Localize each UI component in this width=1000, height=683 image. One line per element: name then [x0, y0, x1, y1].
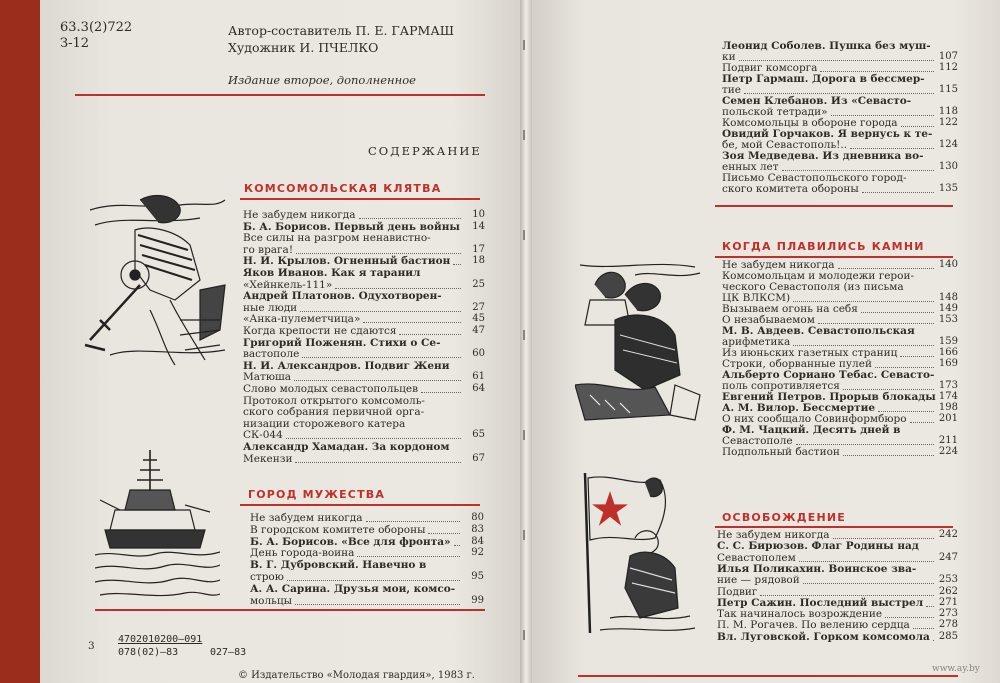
binding-stitch	[523, 530, 525, 540]
toc-leader-dots	[885, 617, 934, 618]
footer-rule	[578, 675, 958, 677]
toc-page-number: 174	[938, 391, 958, 402]
toc-entry-text: Так начиналось возрождение	[717, 608, 883, 621]
toc-entry-text: ского комитета обороны	[722, 183, 859, 195]
toc-page-number: 173	[938, 380, 958, 391]
toc-page-number: 124	[938, 139, 958, 150]
book-spine	[520, 0, 532, 683]
toc-leader-dots	[357, 556, 460, 557]
toc-page-number: 17	[472, 243, 485, 255]
toc-entry-text: Севастополем	[717, 551, 796, 564]
section-rule	[240, 198, 480, 200]
toc-page-number: 18	[472, 255, 485, 267]
toc-page-number: 166	[938, 347, 958, 358]
toc-entry-text: Б. А. Борисов. Первый день войны	[243, 220, 460, 233]
toc-leader-dots	[803, 583, 934, 584]
toc-entry-text: строю	[250, 571, 284, 583]
toc-page-number: 201	[938, 413, 958, 424]
footer-rule	[95, 609, 485, 611]
toc-page-number: 92	[471, 547, 484, 559]
header-rule	[75, 94, 485, 96]
section-rule	[240, 504, 480, 506]
toc-entry-text: низации сторожевого катера	[243, 417, 406, 430]
toc-entry-text: Не забудем никогда	[250, 512, 363, 524]
toc-page-number: 278	[938, 619, 958, 631]
toc-entry-text: А. А. Сарина. Друзья мои, комсо-	[250, 582, 456, 595]
toc-page-number: 211	[938, 435, 958, 446]
toc-entry-text: ского собрания первичной орга-	[243, 406, 425, 419]
toc-leader-dots	[287, 580, 460, 581]
toc-leader-dots	[366, 521, 461, 522]
toc-entry-text: польской тетради»	[722, 106, 828, 118]
binding-stitch	[523, 630, 525, 640]
binding-stitch	[523, 130, 525, 140]
toc-entry-text: Н. И. Александров. Подвиг Жени	[243, 359, 450, 372]
toc-leader-dots	[302, 357, 461, 358]
toc-page-number: 247	[938, 551, 958, 563]
soldiers-illustration	[575, 255, 705, 425]
toc-leader-dots	[843, 389, 934, 390]
toc-entry-text: М. В. Авдеев. Севастопольская	[722, 325, 915, 337]
toc-entry-text: Альберто Сориано Тебас. Севасто-	[722, 369, 935, 381]
toc-entry-text: Григорий Поженян. Стихи о Се-	[243, 336, 441, 349]
toc-page-number: 148	[938, 292, 958, 303]
toc-entry-text: Строки, оборванные пулей	[722, 358, 872, 370]
binding-stitch	[523, 230, 525, 240]
toc-entry-text: енных лет	[722, 161, 779, 173]
toc-entry-text: А. М. Вилор. Бессмертие	[722, 402, 876, 414]
toc-entry-text: Не забудем никогда	[717, 529, 830, 541]
toc-entry-text: Вызываем огонь на себя	[722, 303, 858, 315]
watermark: www.ay.by	[932, 664, 980, 674]
toc-entry-text: Б. А. Борисов. «Все для фронта»	[250, 535, 451, 548]
toc-entry-text: Протокол открытого комсомоль-	[243, 394, 425, 407]
toc-page-number: 60	[472, 348, 485, 360]
toc-leader-dots	[294, 380, 461, 381]
toc-leader-dots	[831, 115, 934, 116]
toc-leader-dots	[799, 561, 934, 562]
toc-leader-dots	[838, 268, 935, 269]
toc-entry-text: Ф. М. Чацкий. Десять дней в	[722, 424, 901, 436]
toc-entry-text: Не забудем никогда	[722, 259, 835, 271]
toc-entry-text: О незабываемом	[722, 314, 815, 326]
isbn-denominator: 078(02)—83	[118, 647, 179, 658]
toc-entry-text: Петр Сажин. Последний выстрел	[717, 596, 924, 609]
toc-leader-dots	[744, 93, 934, 94]
toc-page-number: 159	[938, 336, 958, 347]
toc-page-number: 224	[938, 446, 958, 457]
toc-entry-text: СК-044	[243, 429, 283, 442]
toc-entry-text: го врага!	[243, 243, 294, 256]
section-heading: КОГДА ПЛАВИЛИСЬ КАМНИ	[722, 240, 925, 253]
page-number: 3	[88, 640, 95, 652]
toc-page-number: 45	[472, 313, 485, 325]
toc-page-number: 80	[471, 512, 484, 523]
toc-page-number: 83	[471, 523, 484, 535]
toc-page-number: 273	[938, 608, 958, 620]
section-heading: КОМСОМОЛЬСКАЯ КЛЯТВА	[244, 182, 442, 195]
toc-entry-text: Слово молодых севастопольцев	[243, 383, 419, 395]
toc-leader-dots	[782, 170, 934, 171]
toc-entry-text: Евгений Петров. Прорыв блокады	[722, 391, 936, 403]
toc-leader-dots	[793, 301, 934, 302]
toc-entry-text: Подвиг комсорга	[722, 62, 818, 74]
toc-entry-text: Из июньских газетных страниц	[722, 347, 898, 359]
toc-page-number: 153	[938, 314, 958, 325]
toc-entry-text: С. С. Бирюзов. Флаг Родины над	[717, 540, 919, 553]
toc-entry-text: ние — рядовой	[717, 574, 800, 587]
toc-page-number: 149	[938, 303, 958, 314]
toc-entry-text: «Анка-пулеметчица»	[243, 313, 361, 326]
section-rule	[715, 205, 953, 207]
toc-entry-text: тие	[722, 84, 742, 96]
toc-leader-dots	[363, 322, 461, 323]
edition-line: Издание второе, дополненное	[228, 73, 416, 87]
toc-leader-dots	[300, 311, 461, 312]
toc-page-number: 25	[472, 278, 485, 290]
toc-leader-dots	[818, 323, 934, 324]
toc-entry-text: Подвиг	[717, 585, 758, 598]
toc-page-number: 271	[938, 596, 958, 608]
toc-entry-text: ные люди	[243, 301, 298, 314]
section-heading: ГОРОД МУЖЕСТВА	[248, 488, 386, 501]
toc-entry-text: Семен Клебанов. Из «Севасто-	[722, 95, 912, 107]
toc-leader-dots	[295, 462, 461, 463]
toc-entry-text: В. Г. Дубровский. Навечно в	[250, 559, 427, 572]
toc-entry-text: бе, мой Севастополь!..	[722, 139, 848, 151]
toc-entry-text: О них сообщало Совинформбюро	[722, 413, 907, 425]
toc-page-number: 14	[472, 220, 485, 232]
toc-leader-dots	[820, 71, 934, 72]
toc-entry-text: ческого Севастополя (из письма	[722, 281, 904, 293]
toc-leader-dots	[878, 411, 934, 412]
toc-entry-text: мольцы	[250, 594, 292, 607]
toc-entry-text: Илья Поликахин. Воинское зва-	[717, 562, 917, 575]
toc-page-number: 262	[938, 585, 958, 597]
toc-entry-text: «Хейнкель-111»	[243, 278, 333, 291]
toc-leader-dots	[862, 192, 934, 193]
toc-page-number: 169	[938, 358, 958, 369]
toc-leader-dots	[296, 253, 461, 254]
section-rule	[715, 526, 953, 528]
toc-page-number: 118	[938, 106, 958, 117]
toc-entry-text: Комсомольцы в обороне города	[722, 117, 898, 129]
binding-stitch	[523, 430, 525, 440]
toc-entry-text: ки	[722, 51, 736, 63]
toc-page-number: 65	[472, 429, 485, 441]
toc-page-number: 64	[472, 383, 485, 394]
toc-page-number: 99	[471, 594, 484, 606]
toc-entry-text: П. М. Рогачев. По велению сердца	[717, 619, 910, 632]
toc-page-number: 112	[938, 62, 958, 73]
toc-page-number: 107	[938, 51, 958, 62]
toc-leader-dots	[335, 288, 461, 289]
toc-leader-dots	[843, 455, 934, 456]
toc-entry-text: Матюша	[243, 371, 291, 384]
toc-page-number: 130	[938, 161, 958, 172]
toc-leader-dots	[793, 345, 934, 346]
copyright-line: © Издательство «Молодая гвардия», 1983 г.	[238, 670, 475, 681]
toc-entry-text: Н. И. Крылов. Огненный бастион	[243, 255, 451, 268]
toc-entry-text: вастополе	[243, 348, 300, 361]
toc-entry-text: Комсомольцам и молодежи герои-	[722, 270, 915, 282]
toc-entry-text: День города-воина	[250, 547, 355, 560]
warship-illustration	[95, 440, 220, 605]
toc-page-number: 135	[938, 183, 958, 194]
toc-page-number: 140	[938, 259, 958, 270]
toc-page-number: 27	[472, 301, 485, 313]
isbn-suffix: 027—83	[210, 647, 247, 658]
toc-page-number: 61	[472, 371, 485, 383]
library-code: 63.3(2)722	[60, 20, 133, 35]
toc-entry-text: Когда крепости не сдаются	[243, 325, 397, 337]
toc-leader-dots	[850, 148, 934, 149]
toc-page-number: 253	[938, 574, 958, 586]
toc-entry-text: В городском комитете обороны	[250, 523, 426, 536]
toc-page-number: 285	[938, 630, 958, 642]
toc-leader-dots	[861, 312, 934, 313]
toc-page-number: 198	[938, 402, 958, 413]
binding-stitch	[523, 40, 525, 50]
machine-gunner-illustration	[80, 190, 230, 370]
toc-leader-dots	[739, 60, 934, 61]
toc-page-number: 84	[471, 535, 484, 547]
toc-entry-text: Петр Гармаш. Дорога в бессмер-	[722, 73, 925, 85]
toc-leader-dots	[833, 538, 935, 539]
toc-entry-text: Подпольный бастион	[722, 446, 840, 458]
isbn-numerator: 4702010200—091	[118, 634, 203, 645]
flag-soldier-illustration	[580, 468, 695, 638]
toc-leader-dots	[399, 334, 461, 335]
toc-entry-text: Письмо Севастопольского город-	[722, 172, 907, 184]
toc-entry-text: поль сопротивляется	[722, 380, 840, 392]
toc-entry-text: Яков Иванов. Как я таранил	[243, 267, 421, 279]
toc-entry-text: Леонид Соболев. Пушка без муш-	[722, 40, 931, 52]
toc-entry-text: Севастополе	[722, 435, 793, 447]
toc-page-number: 242	[938, 529, 958, 540]
author-code: З-12	[60, 36, 90, 51]
author-line: Автор-составитель П. Е. ГАРМАШ	[228, 23, 455, 38]
toc-entry-text: Мекензи	[243, 452, 293, 465]
toc-page-number: 67	[472, 452, 485, 464]
toc-leader-dots	[760, 595, 934, 596]
section-rule	[715, 256, 953, 258]
toc-page-number: 10	[472, 209, 485, 220]
toc-page-number: 115	[938, 84, 958, 95]
toc-leader-dots	[286, 438, 461, 439]
toc-page-number: 122	[938, 117, 958, 128]
toc-entry-text: Зоя Медведева. Из дневника во-	[722, 150, 924, 162]
toc-entry-text: Не забудем никогда	[243, 209, 356, 221]
toc-entry-text: Все силы на разгром ненавистно-	[243, 232, 431, 245]
toc-leader-dots	[875, 367, 934, 368]
toc-page-number: 47	[472, 325, 485, 336]
toc-leader-dots	[796, 444, 934, 445]
toc-entry-text: Вл. Луговской. Горком комсомола	[717, 630, 930, 643]
section-heading: ОСВОБОЖДЕНИЕ	[722, 511, 846, 524]
toc-leader-dots	[295, 604, 460, 605]
toc-leader-dots	[359, 218, 462, 219]
toc-entry-text: арифметика	[722, 336, 791, 348]
toc-entry-text: Андрей Платонов. Одухотворен-	[243, 290, 442, 303]
toc-entry-text: ЦК ВЛКСМ)	[722, 292, 791, 304]
artist-line: Художник И. ПЧЕЛКО	[228, 40, 379, 55]
toc-page-number: 95	[471, 571, 484, 582]
toc-entry-text: Александр Хамадан. За кордоном	[243, 441, 450, 453]
binding-stitch	[523, 330, 525, 340]
contents-title: СОДЕРЖАНИЕ	[368, 144, 482, 158]
toc-entry-text: Овидий Горчаков. Я вернусь к те-	[722, 128, 933, 140]
